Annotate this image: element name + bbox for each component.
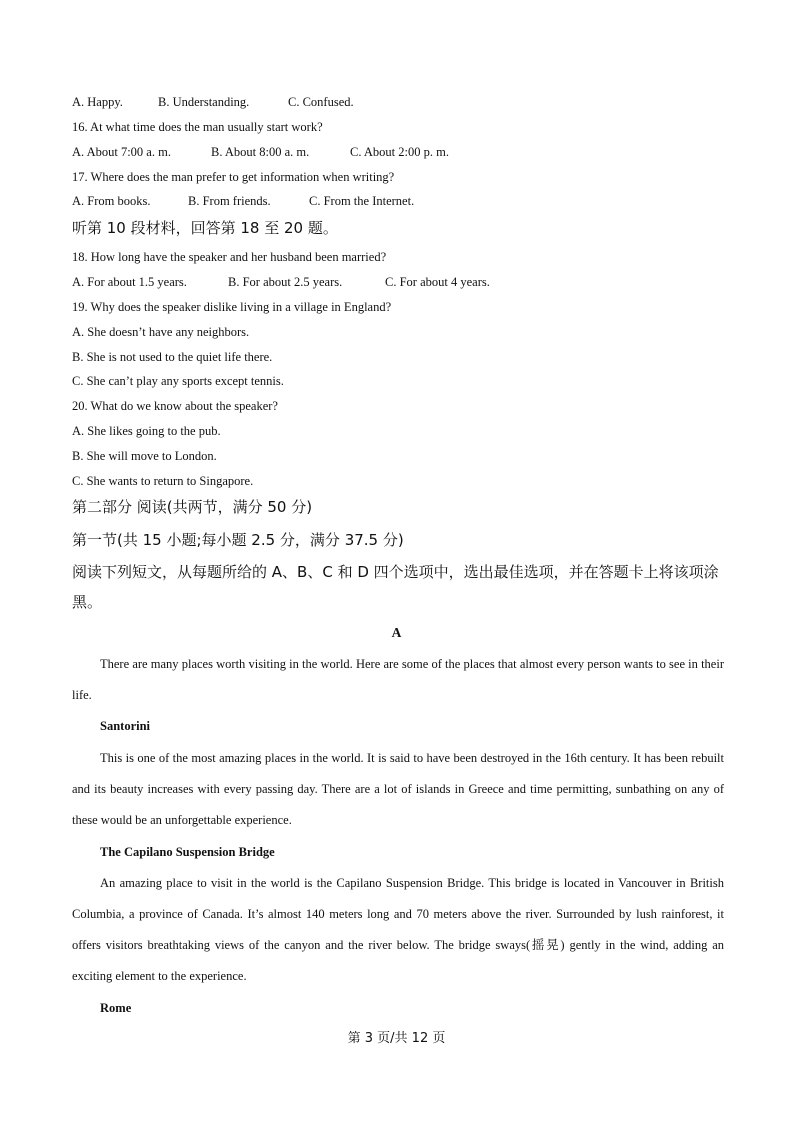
q16-option-b: B. About 8:00 a. m.	[211, 145, 310, 159]
q18-option-a: A. For about 1.5 years.	[72, 275, 187, 289]
passage-intro	[72, 649, 724, 711]
q20-option-c: C. She wants to return to Singapore.	[72, 474, 254, 488]
q17-option-c: C. From the Internet.	[309, 194, 415, 208]
q17-option-a: A. From books.	[72, 194, 151, 208]
q20-option-b: B. She will move to London.	[72, 449, 217, 463]
q19-question: 19. Why does the speaker dislike living in a village in England?	[72, 300, 392, 314]
q17-question: 17. Where does the man prefer to get information when writing?	[72, 170, 395, 184]
part-two-title: 第二部分 阅读(共两节，满分 50 分)	[72, 498, 313, 516]
passage-letter: A	[391, 625, 402, 640]
q18-options	[72, 274, 723, 290]
rome-heading: Rome	[100, 1001, 132, 1015]
q16-option-c: C. About 2:00 p. m.	[350, 145, 449, 159]
santorini-paragraph	[72, 743, 724, 836]
q17-options	[72, 193, 723, 209]
capilano-heading: The Capilano Suspension Bridge	[100, 845, 275, 859]
section-one-title: 第一节(共 15 小题;每小题 2.5 分，满分 37.5 分)	[72, 531, 404, 549]
santorini-heading: Santorini	[100, 719, 151, 733]
passage-intro-text: There are many places worth visiting in the world. Here are some of the places that almost every person wants to see in their life.	[72, 657, 724, 702]
q20-question: 20. What do we know about the speaker?	[72, 399, 278, 413]
q15-option-a: A. Happy.	[72, 95, 123, 109]
material-10-instruction: 听第 10 段材料，回答第 18 至 20 题。	[72, 219, 338, 237]
q19-option-b: B. She is not used to the quiet life there.	[72, 350, 273, 364]
q16-question: 16. At what time does the man usually start work?	[72, 120, 323, 134]
capilano-text: An amazing place to visit in the world is the Capilano Suspension Bridge. This bridge is located in Vancouver in British Columbia, a province of Canada. It’s almost 140 meters long and 70 meters above the river. Surrounded by lush rainforest, it offers visitors breathtaking views of the canyon and the river below. The bridge sways(摇晃) gently in the wind, adding an exciting element to the experience.	[72, 876, 724, 983]
q20-option-a: A. She likes going to the pub.	[72, 424, 221, 438]
q15-option-b: B. Understanding.	[158, 95, 250, 109]
q19-option-c: C. She can’t play any sports except tennis.	[72, 374, 284, 388]
q19-option-a: A. She doesn’t have any neighbors.	[72, 325, 250, 339]
q15-options	[72, 94, 723, 110]
reading-instructions: 阅读下列短文，从每题所给的 A、B、C 和 D 四个选项中，选出最佳选项，并在答题卡上将该项涂黑。	[72, 563, 719, 611]
page-footer: 第 3 页/共 12 页	[347, 1031, 446, 1046]
q18-question: 18. How long have the speaker and her husband been married?	[72, 250, 387, 264]
q17-option-b: B. From friends.	[188, 194, 271, 208]
q16-options	[72, 144, 723, 160]
santorini-text: This is one of the most amazing places in the world. It is said to have been destroyed in the 16th century. It has been rebuilt and its beauty increases with every passing day. There are a lot of islands in Greece and time permitting, sunbathing on any of these would be an unforgettable experience.	[72, 751, 724, 827]
q16-option-a: A. About 7:00 a. m.	[72, 145, 171, 159]
q18-option-c: C. For about 4 years.	[385, 275, 490, 289]
capilano-paragraph	[72, 868, 724, 992]
q15-option-c: C. Confused.	[288, 95, 354, 109]
q18-option-b: B. For about 2.5 years.	[228, 275, 343, 289]
